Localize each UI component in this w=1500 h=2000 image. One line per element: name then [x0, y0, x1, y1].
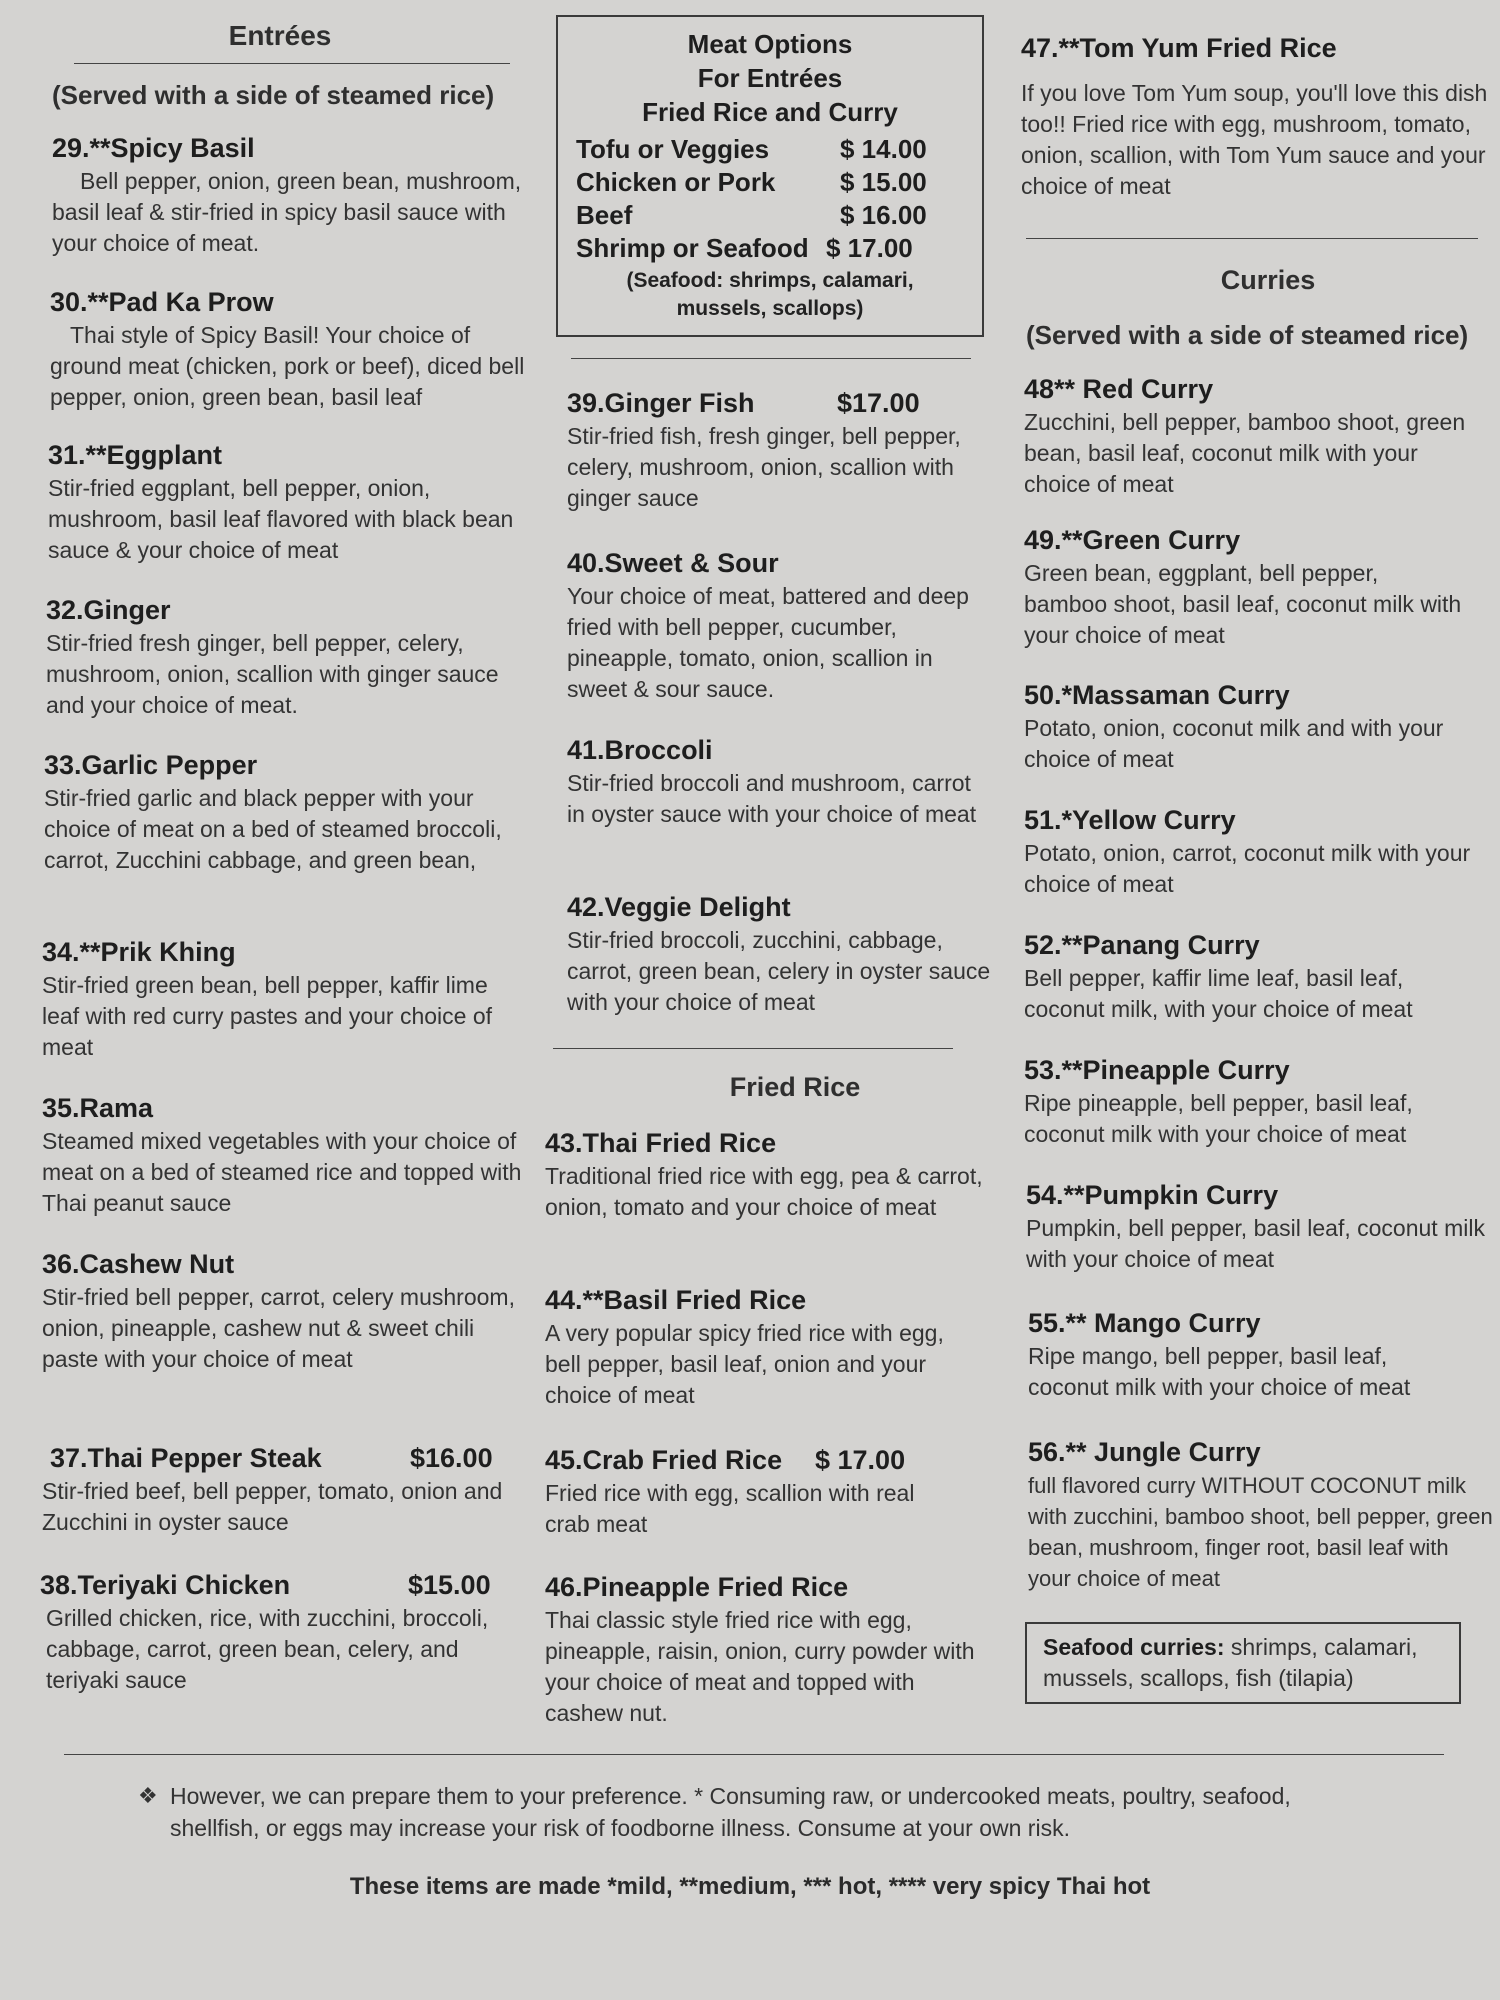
- item-description: Grilled chicken, rice, with zucchini, broccoli, cabbage, carrot, green bean, celery, and teriyaki sauce: [46, 1605, 489, 1693]
- item-description: Stir-fried bell pepper, carrot, celery mushroom, onion, pineapple, cashew nut & sweet chili paste with your choice of meat: [42, 1284, 515, 1372]
- item-description: Ripe pineapple, bell pepper, basil leaf, coconut milk with your choice of meat: [1024, 1090, 1413, 1147]
- curries-title: Curries: [1220, 265, 1316, 295]
- menu-item: [567, 892, 997, 1018]
- item-description: Stir-fried broccoli, zucchini, cabbage, carrot, green bean, celery in oyster sauce with your choice of meat: [567, 927, 991, 1015]
- item-name: 44.**Basil Fried Rice: [545, 1285, 807, 1315]
- menu-item: [40, 1570, 520, 1696]
- menu-item: [42, 1443, 522, 1538]
- meat-option-row: [576, 133, 964, 166]
- entrees-title: Entrées: [228, 20, 332, 51]
- item-description: full flavored curry WITHOUT COCONUT milk with zucchini, bamboo shoot, bell pepper, green bean, mushroom, finger root, basil leaf with your choice of meat: [1028, 1473, 1493, 1591]
- meat-option-name: Shrimp or Seafood: [576, 233, 809, 263]
- seafood-curries-label: Seafood curries:: [1043, 1634, 1225, 1660]
- item-description: Bell pepper, onion, green bean, mushroom, basil leaf & stir-fried in spicy basil sauce with your choice of meat.: [52, 168, 522, 256]
- fried-rice-title: Fried Rice: [729, 1072, 861, 1102]
- meat-options-title-line2: For Entrées: [697, 63, 843, 93]
- meat-option-name: Tofu or Veggies: [576, 134, 770, 164]
- item-description: Fried rice with egg, scallion with real crab meat: [545, 1480, 915, 1537]
- item-name: 38.Teriyaki Chicken: [40, 1570, 291, 1600]
- item-name: 35.Rama: [42, 1093, 154, 1123]
- menu-item: [42, 937, 512, 1063]
- item-description: Stir-fried broccoli and mushroom, carrot in oyster sauce with your choice of meat: [567, 770, 977, 827]
- item-description: Thai style of Spicy Basil! Your choice of ground meat (chicken, pork or beef), diced bell pepper, onion, green bean, basil leaf: [50, 322, 525, 410]
- menu-item: [1028, 1437, 1494, 1594]
- menu-item: [545, 1572, 985, 1729]
- seafood-note: (Seafood: shrimps, calamari, mussels, scallops): [626, 269, 914, 320]
- menu-item: [1024, 680, 1494, 775]
- menu-item: [44, 750, 534, 876]
- menu-item: [567, 388, 997, 514]
- menu-item: [42, 1249, 532, 1375]
- item-name: 53.**Pineapple Curry: [1024, 1055, 1290, 1085]
- item-description: Stir-fried beef, bell pepper, tomato, onion and Zucchini in oyster sauce: [42, 1478, 503, 1535]
- footer-note-text: However, we can prepare them to your preference. * Consuming raw, or undercooked meats, poultry, seafood, shellfish, or eggs may increase your risk of foodborne illness. Consume at your own risk.: [170, 1783, 1291, 1841]
- meat-option-price: $ 15.00: [840, 167, 927, 197]
- item-name: 45.Crab Fried Rice: [545, 1445, 783, 1475]
- item-name: 30.**Pad Ka Prow: [50, 287, 274, 317]
- meat-option-name: Chicken or Pork: [576, 167, 776, 197]
- item-name: 51.*Yellow Curry: [1024, 805, 1236, 835]
- item-description: Traditional fried rice with egg, pea & carrot, onion, tomato and your choice of meat: [545, 1163, 983, 1220]
- meat-box-divider: [571, 358, 971, 359]
- spice-level-legend: These items are made *mild, **medium, *** hot, **** very spicy Thai hot: [349, 1873, 1151, 1900]
- item-name: 32.Ginger: [46, 595, 171, 625]
- item-description: Your choice of meat, battered and deep fried with bell pepper, cucumber, pineapple, tomato, onion, scallion in sweet & sour sauce.: [567, 583, 969, 702]
- item-name: 49.**Green Curry: [1024, 525, 1241, 555]
- item-description: Potato, onion, carrot, coconut milk with your choice of meat: [1024, 840, 1471, 897]
- menu-item: [1024, 374, 1484, 500]
- item-description: Stir-fried green bean, bell pepper, kaffir lime leaf with red curry pastes and your choice of meat: [42, 972, 493, 1060]
- item-name: 43.Thai Fried Rice: [545, 1128, 777, 1158]
- meat-option-price: $ 14.00: [840, 134, 927, 164]
- menu-item: [1024, 930, 1474, 1025]
- menu-item: [545, 1445, 985, 1540]
- meat-option-row: [576, 232, 964, 265]
- item-name: 56.** Jungle Curry: [1028, 1437, 1261, 1467]
- menu-item: [545, 1128, 985, 1223]
- item-name: 48** Red Curry: [1024, 374, 1214, 404]
- meat-option-row: [576, 199, 964, 232]
- item-description: Steamed mixed vegetables with your choice of meat on a bed of steamed rice and topped with Thai peanut sauce: [42, 1128, 522, 1216]
- item-description: Bell pepper, kaffir lime leaf, basil leaf, coconut milk, with your choice of meat: [1024, 965, 1413, 1022]
- menu-item: [1024, 525, 1464, 651]
- item-price: $16.00: [410, 1443, 493, 1473]
- item-description: Ripe mango, bell pepper, basil leaf, coconut milk with your choice of meat: [1028, 1343, 1411, 1400]
- item-name: 40.Sweet & Sour: [567, 548, 779, 578]
- item-name: 54.**Pumpkin Curry: [1026, 1180, 1279, 1210]
- menu-item: [1026, 1180, 1486, 1275]
- item-name: 55.** Mango Curry: [1028, 1308, 1261, 1338]
- menu-item: [1021, 33, 1491, 202]
- item-description: Potato, onion, coconut milk and with your choice of meat: [1024, 715, 1444, 772]
- menu-item: [48, 440, 538, 566]
- footer-note: [138, 1780, 1360, 1844]
- curries-divider: [1026, 238, 1478, 239]
- menu-item: [545, 1285, 965, 1411]
- item-name: 37.Thai Pepper Steak: [50, 1443, 322, 1473]
- item-description: Thai classic style fried rice with egg, pineapple, raisin, onion, curry powder with your choice of meat and topped with cashew nut.: [545, 1607, 975, 1726]
- item-name: 39.Ginger Fish: [567, 388, 755, 418]
- item-description: Pumpkin, bell pepper, basil leaf, coconut milk with your choice of meat: [1026, 1215, 1485, 1272]
- meat-option-price: $ 17.00: [826, 233, 913, 263]
- meat-options-title: Meat Options: [687, 29, 853, 59]
- footer-divider: [64, 1754, 1444, 1755]
- meat-option-row: [576, 166, 964, 199]
- item-description: Stir-fried fresh ginger, bell pepper, celery, mushroom, onion, scallion with ginger sauce and your choice of meat.: [46, 630, 499, 718]
- item-description: Stir-fried garlic and black pepper with your choice of meat on a bed of steamed broccoli, carrot, Zucchini cabbage, and green bean,: [44, 785, 502, 873]
- entrees-subtitle: (Served with a side of steamed rice): [52, 80, 495, 110]
- item-name: 50.*Massaman Curry: [1024, 680, 1290, 710]
- menu-item: [52, 133, 542, 259]
- item-name: 52.**Panang Curry: [1024, 930, 1260, 960]
- item-description: Stir-fried eggplant, bell pepper, onion, mushroom, basil leaf flavored with black bean sauce & your choice of meat: [48, 475, 514, 563]
- item-name: 41.Broccoli: [567, 735, 713, 765]
- meat-option-price: $ 16.00: [840, 200, 927, 230]
- menu-item: [1024, 805, 1474, 900]
- item-price: $17.00: [837, 388, 920, 418]
- meat-options-title-line3: Fried Rice and Curry: [642, 97, 898, 127]
- menu-item: [1024, 1055, 1474, 1150]
- item-description: Zucchini, bell pepper, bamboo shoot, green bean, basil leaf, coconut milk with your choice of meat: [1024, 409, 1466, 497]
- item-name: 29.**Spicy Basil: [52, 133, 255, 163]
- item-description: If you love Tom Yum soup, you'll love this dish too!! Fried rice with egg, mushroom, tomato, onion, scallion, with Tom Yum sauce and your choice of meat: [1021, 80, 1488, 199]
- curries-subtitle: (Served with a side of steamed rice): [1026, 320, 1469, 350]
- menu-item: [50, 287, 540, 413]
- seafood-curries-box: [1025, 1622, 1461, 1704]
- item-price: $ 17.00: [815, 1445, 906, 1475]
- item-name: 31.**Eggplant: [48, 440, 223, 470]
- item-description: Stir-fried fish, fresh ginger, bell pepper, celery, mushroom, onion, scallion with ginger sauce: [567, 423, 961, 511]
- item-description: Green bean, eggplant, bell pepper, bamboo shoot, basil leaf, coconut milk with your choice of meat: [1024, 560, 1462, 648]
- menu-item: [1028, 1308, 1468, 1403]
- item-name: 36.Cashew Nut: [42, 1249, 235, 1279]
- item-name: 42.Veggie Delight: [567, 892, 791, 922]
- menu-item: [46, 595, 536, 721]
- item-name: 46.Pineapple Fried Rice: [545, 1572, 849, 1602]
- menu-item: [567, 735, 977, 830]
- entrees-divider: [74, 63, 510, 64]
- item-price: $15.00: [408, 1570, 491, 1600]
- seafood-curries-text: shrimps, calamari, mussels, scallops, fish (tilapia): [1043, 1634, 1418, 1691]
- item-name: 47.**Tom Yum Fried Rice: [1021, 33, 1337, 63]
- item-description: A very popular spicy fried rice with egg, bell pepper, basil leaf, onion and your choice of meat: [545, 1320, 944, 1408]
- meat-options-box: [556, 15, 984, 337]
- fried-rice-divider: [553, 1048, 953, 1049]
- menu-item: [567, 548, 987, 705]
- menu-item: [42, 1093, 532, 1219]
- item-name: 34.**Prik Khing: [42, 937, 236, 967]
- bullet-icon: ❖: [138, 1783, 158, 1808]
- item-name: 33.Garlic Pepper: [44, 750, 258, 780]
- meat-option-name: Beef: [576, 200, 633, 230]
